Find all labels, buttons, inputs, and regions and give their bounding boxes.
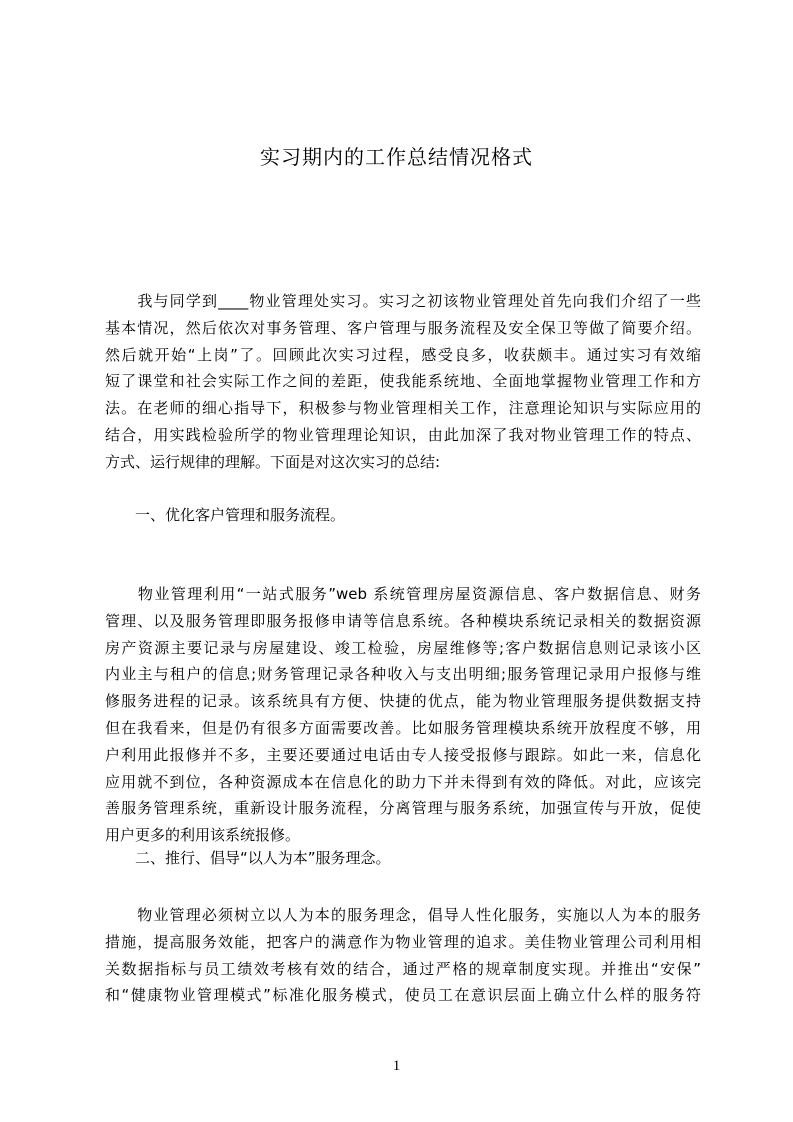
text-line: 结合，用实践检验所学的物业管理理论知识，由此加深了我对物业管理工作的特点、 [105, 425, 701, 444]
heading-text: 二、推行、倡导“以人为本”服务理念。 [105, 849, 391, 867]
document-title: 实习期内的工作总结情况格式 [260, 145, 533, 169]
text-line: 善服务管理系统，重新设计服务流程，分离管理与服务系统，加强宣传与开放，促使 [105, 799, 701, 818]
text-line: 物业管理利用“一站式服务”web 系统管理房屋资源信息、客户数据信息、财务 [105, 585, 701, 603]
text-line: 关数据指标与员工绩效考核有效的结合，通过严格的规章制度实现。并推出“安保” [105, 959, 701, 978]
text-line: 短了课堂和社会实际工作之间的差距，使我能系统地、全面地掌握物业管理工作和方 [105, 372, 701, 391]
text-line: 我与同学到____物业管理处实习。实习之初该物业管理处首先向我们介绍了一些 [105, 292, 701, 310]
text-line: 内业主与租户的信息;财务管理记录各种收入与支出明细;服务管理记录用户报修与维 [105, 665, 701, 684]
text-line: 房产资源主要记录与房屋建设、竣工检验，房屋维修等;客户数据信息则记录该小区 [105, 638, 701, 657]
section-1-paragraph [105, 581, 701, 849]
text-line: 法。在老师的细心指导下，积极参与物业管理相关工作，注意理论知识与实际应用的 [105, 399, 701, 418]
heading-text: 一、优化客户管理和服务流程。 [105, 506, 346, 524]
text-line: 方式、运行规律的理解。下面是对这次实习的总结: [105, 452, 441, 471]
text-line: 用户更多的利用该系统报修。 [105, 826, 301, 845]
text-line: 管理、以及服务管理即服务报修申请等信息系统。各种模块系统记录相关的数据资源 [105, 611, 701, 630]
text-line: 物业管理必须树立以人为本的服务理念，倡导人性化服务，实施以人为本的服务 [105, 906, 701, 924]
text-line: 但在我看来，但是仍有很多方面需要改善。比如服务管理模块系统开放程度不够，用 [105, 718, 701, 737]
page-number: 1 [392, 1058, 401, 1074]
text-line: 然后就开始“上岗”了。回顾此次实习过程，感受良多，收获颇丰。通过实习有效缩 [105, 345, 701, 364]
text-line: 基本情况，然后依次对事务管理、客户管理与服务流程及安全保卫等做了简要介绍。 [105, 318, 701, 337]
section-heading-1 [105, 502, 701, 529]
section-heading-2 [105, 845, 701, 872]
text-line: 修服务进程的记录。该系统具有方便、快捷的优点，能为物业管理服务提供数据支持 [105, 692, 701, 711]
intro-paragraph [105, 288, 701, 476]
text-line: 应用就不到位，各种资源成本在信息化的助力下并未得到有效的降低。对此，应该完 [105, 772, 701, 791]
text-line: 和“健康物业管理模式”标准化服务模式，使员工在意识层面上确立什么样的服务符 [105, 986, 701, 1005]
section-2-paragraph [105, 902, 701, 1009]
text-line: 措施，提高服务效能，把客户的满意作为物业管理的追求。美佳物业管理公司利用相 [105, 932, 701, 951]
text-line: 户利用此报修并不多，主要还要通过电话由专人接受报修与跟踪。如此一来，信息化 [105, 745, 701, 764]
